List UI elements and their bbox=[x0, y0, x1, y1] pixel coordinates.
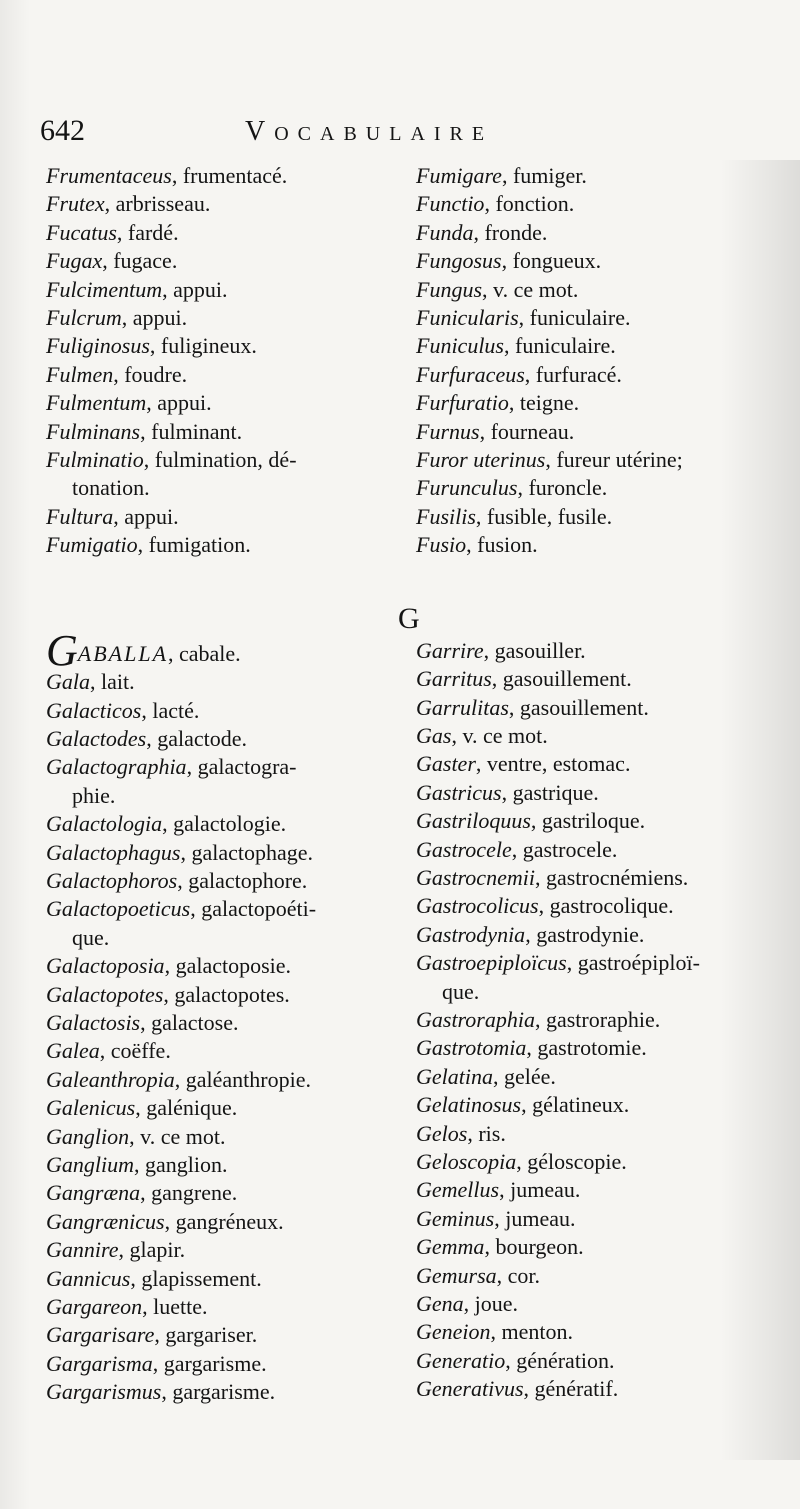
entry-french: , fonction. bbox=[484, 191, 575, 217]
entry-latin: Gastricus bbox=[416, 779, 502, 805]
entry bbox=[46, 1321, 386, 1349]
entry-latin: Fulminatio bbox=[46, 447, 144, 473]
entry-french: , fureur utérine; bbox=[545, 447, 683, 473]
entry-french: , gasouillement. bbox=[508, 694, 649, 720]
entry bbox=[416, 162, 760, 190]
entry-french: , gastriloque. bbox=[530, 808, 646, 834]
entry bbox=[416, 836, 760, 864]
entry-latin: Galeanthropia bbox=[46, 1066, 175, 1092]
entry-latin: Fumigare bbox=[416, 163, 502, 188]
entry-latin: Fusilis bbox=[416, 503, 476, 529]
entry bbox=[416, 1318, 760, 1346]
entry-latin: Furnus bbox=[416, 418, 480, 444]
entry-latin: Gas bbox=[416, 722, 452, 748]
entry-french: , géloscopie. bbox=[516, 1149, 627, 1174]
entry-french: , gastrocele. bbox=[511, 836, 618, 862]
entry-latin: Galactographia bbox=[46, 754, 187, 780]
entry-latin: Furunculus bbox=[416, 475, 518, 501]
entry-french: , génération. bbox=[505, 1347, 615, 1373]
entry bbox=[416, 1233, 760, 1261]
entry-latin: Galactopoeticus bbox=[46, 896, 191, 922]
entry-latin: Generativus bbox=[416, 1376, 524, 1402]
entry-latin: Gala bbox=[46, 669, 90, 695]
entry-latin: Garritus bbox=[416, 666, 492, 692]
entry-french: , gasouillement. bbox=[491, 666, 632, 692]
entry-french: , glapir. bbox=[118, 1237, 186, 1263]
entry-latin: Funiculus bbox=[416, 333, 504, 359]
entry-latin: Fungosus bbox=[416, 248, 502, 274]
entry-latin: Fungus bbox=[416, 276, 482, 302]
entry-french: , gastrocolique. bbox=[538, 893, 674, 919]
entry-french: , arbrisseau. bbox=[104, 191, 211, 217]
entry-french: , furoncle. bbox=[517, 475, 608, 501]
entry bbox=[416, 332, 760, 360]
entry-latin: Fuliginosus bbox=[46, 333, 150, 359]
entry-french: , gastrotomie. bbox=[526, 1035, 647, 1061]
entry-french: , fusible, fusile. bbox=[475, 503, 613, 529]
entry bbox=[46, 418, 386, 446]
entry bbox=[416, 389, 760, 417]
entry-french: , gastroépiploï- bbox=[566, 950, 700, 976]
entry bbox=[416, 1375, 760, 1403]
entry bbox=[416, 949, 760, 977]
running-title: Vocabulaire bbox=[245, 116, 494, 147]
entry bbox=[46, 304, 386, 332]
entry-latin: Fulminans bbox=[46, 418, 141, 444]
entry bbox=[416, 921, 760, 949]
entry-french: , galéanthropie. bbox=[174, 1066, 311, 1092]
entry bbox=[416, 750, 760, 778]
entry-latin: Gangrænicus bbox=[46, 1208, 165, 1234]
entry-latin: Fultura bbox=[46, 503, 114, 529]
entry-french: , appui. bbox=[146, 390, 212, 416]
entry-french: , fumigation. bbox=[137, 532, 251, 558]
entry bbox=[46, 332, 386, 360]
entry-latin: Gelatinosus bbox=[416, 1092, 522, 1118]
entry-french: , appui. bbox=[162, 276, 228, 302]
entry-latin: Galactoposia bbox=[46, 953, 165, 979]
entry bbox=[46, 782, 386, 810]
entry bbox=[46, 503, 386, 531]
entry bbox=[416, 665, 760, 693]
entry-latin: Fulmentum bbox=[46, 390, 147, 416]
entry-french: , glapissement. bbox=[130, 1265, 262, 1291]
entry-latin: Gastrodynia bbox=[416, 921, 526, 947]
entry bbox=[416, 1063, 760, 1091]
entry bbox=[46, 697, 386, 725]
entry bbox=[46, 668, 386, 696]
entry bbox=[46, 1066, 386, 1094]
entry bbox=[416, 1091, 760, 1119]
entry-french: , fourneau. bbox=[479, 418, 575, 444]
entry-french: , menton. bbox=[490, 1319, 574, 1345]
entry-latin: Ganglion bbox=[46, 1123, 130, 1149]
entry-latin: Garrire bbox=[416, 637, 484, 663]
entry-french: phie. bbox=[72, 782, 116, 808]
entry bbox=[416, 694, 760, 722]
entry bbox=[46, 276, 386, 304]
entry bbox=[416, 219, 760, 247]
entry-french: , jumeau. bbox=[494, 1205, 576, 1231]
entry-latin: Gena bbox=[416, 1291, 464, 1317]
page-number: 642 bbox=[40, 114, 85, 147]
entry-latin: Garrulitas bbox=[416, 694, 509, 720]
entry-latin: Gastroraphia bbox=[416, 1006, 535, 1032]
entry-french: , gangréneux. bbox=[164, 1208, 284, 1234]
entry bbox=[46, 446, 386, 474]
entry-french: , gastrocnémiens. bbox=[534, 864, 689, 890]
entry-latin: Frumentaceus bbox=[46, 163, 172, 188]
entry bbox=[46, 867, 386, 895]
entry-french: , v. ce mot. bbox=[129, 1123, 226, 1149]
entry bbox=[416, 1262, 760, 1290]
entry bbox=[416, 637, 760, 665]
entry-french: , appui. bbox=[113, 503, 179, 529]
entry-latin: Frutex bbox=[46, 191, 105, 217]
entry bbox=[416, 418, 760, 446]
entry bbox=[416, 1120, 760, 1148]
entry-latin: Galactopotes bbox=[46, 981, 164, 1007]
entry bbox=[416, 1148, 760, 1176]
entry bbox=[416, 190, 760, 218]
entry bbox=[416, 276, 760, 304]
entry-latin: Fulmen bbox=[46, 361, 114, 387]
entry bbox=[46, 361, 386, 389]
entry bbox=[46, 1378, 386, 1406]
entry-latin: Gastrocnemii bbox=[416, 864, 535, 890]
entry bbox=[46, 725, 386, 753]
entry bbox=[416, 892, 760, 920]
section-gap bbox=[46, 560, 386, 637]
entry-latin: ABALLA bbox=[77, 640, 169, 666]
entry bbox=[46, 1293, 386, 1321]
entry-french: , fumiger. bbox=[501, 163, 587, 188]
entry-french: , gargarisme. bbox=[152, 1350, 267, 1376]
entry-french: , gangrene. bbox=[140, 1180, 238, 1206]
entry-french: , galactologie. bbox=[162, 811, 287, 837]
entry-latin: Furor uterinus bbox=[416, 447, 546, 473]
entry-french: , v. ce mot. bbox=[451, 722, 548, 748]
entry-latin: Gastrocele bbox=[416, 836, 512, 862]
entry bbox=[46, 1009, 386, 1037]
entry bbox=[46, 839, 386, 867]
entry-french: , appui. bbox=[121, 305, 188, 331]
entry bbox=[46, 981, 386, 1009]
entry-latin: Galactologia bbox=[46, 811, 163, 837]
entry-latin: Funicularis bbox=[416, 305, 519, 331]
section-gap bbox=[416, 560, 760, 637]
entry-french: , gastrique. bbox=[501, 779, 599, 805]
entry bbox=[416, 807, 760, 835]
entry-latin: Galactophoros bbox=[46, 867, 178, 893]
entry bbox=[416, 446, 760, 474]
entry-french: , coëffe. bbox=[99, 1038, 171, 1064]
entry-first-g bbox=[46, 625, 386, 675]
entry-latin: Galactosis bbox=[46, 1009, 141, 1035]
entry-french: , galactophore. bbox=[177, 867, 308, 893]
entry-french: , ventre, estomac. bbox=[475, 751, 631, 777]
entry-latin: Fumigatio bbox=[46, 532, 138, 558]
entry-latin: Gargarisare bbox=[46, 1322, 155, 1348]
entry-latin: Galactophagus bbox=[46, 839, 181, 865]
entry-french: , fardé. bbox=[116, 219, 179, 245]
entry-french: , gelée. bbox=[493, 1063, 556, 1089]
entry bbox=[416, 531, 760, 559]
entry-french: , lacté. bbox=[141, 697, 200, 723]
entry bbox=[46, 219, 386, 247]
entry bbox=[416, 722, 760, 750]
entry bbox=[46, 531, 386, 559]
entry-french: , galactogra- bbox=[186, 754, 297, 780]
section-letter: G bbox=[398, 602, 420, 635]
right-bottom-entries bbox=[416, 637, 760, 1404]
entry-french: , gastrodynie. bbox=[525, 921, 645, 947]
entry-french: , fulminant. bbox=[140, 418, 243, 444]
entry-latin: Galea bbox=[46, 1038, 100, 1064]
entry-latin: Gannicus bbox=[46, 1265, 131, 1291]
entry-latin: Gemma bbox=[416, 1234, 485, 1260]
entry-latin: Fugax bbox=[46, 248, 103, 274]
entry-latin: Furfuratio bbox=[416, 390, 509, 416]
entry-latin: Ganglium bbox=[46, 1152, 134, 1177]
entry bbox=[416, 361, 760, 389]
entry-french: , galactopoéti- bbox=[190, 896, 317, 922]
entry-latin: Generatio bbox=[416, 1347, 506, 1373]
entry-french: , cabale. bbox=[168, 640, 241, 666]
entry bbox=[416, 1290, 760, 1318]
entry bbox=[416, 1347, 760, 1375]
entry bbox=[46, 247, 386, 275]
entry bbox=[416, 503, 760, 531]
entry bbox=[46, 810, 386, 838]
entry bbox=[46, 1037, 386, 1065]
entry-french: , teigne. bbox=[508, 390, 580, 416]
entry-latin: Functio bbox=[416, 191, 485, 217]
entry-latin: Gargareon bbox=[46, 1294, 143, 1320]
entry-french: , cor. bbox=[496, 1262, 541, 1288]
entry-french: , gélatineux. bbox=[521, 1092, 630, 1118]
left-top-entries bbox=[46, 162, 386, 560]
entry-french: , fongueux. bbox=[501, 248, 602, 274]
entry-latin: Gastrotomia bbox=[416, 1035, 527, 1061]
entry-latin: Fucatus bbox=[46, 219, 117, 245]
entry bbox=[46, 1094, 386, 1122]
entry-latin: Furfuraceus bbox=[416, 361, 525, 387]
entry bbox=[46, 952, 386, 980]
entry-french: , luette. bbox=[142, 1294, 208, 1320]
entry bbox=[416, 1205, 760, 1233]
entry bbox=[46, 1236, 386, 1264]
entry-latin: Geminus bbox=[416, 1205, 495, 1231]
entry-french: , gargariser. bbox=[154, 1322, 258, 1348]
entry-latin: Fusio bbox=[416, 532, 467, 558]
entry-french: , galactode. bbox=[146, 725, 247, 751]
entry-latin: Gastriloquus bbox=[416, 808, 531, 834]
page-header bbox=[40, 110, 760, 156]
entry bbox=[46, 1179, 386, 1207]
entry-latin: Gaster bbox=[416, 751, 476, 777]
entry bbox=[46, 895, 386, 923]
entry-french: , fusion. bbox=[466, 532, 538, 558]
entry-latin: Fulcrum bbox=[46, 305, 122, 331]
entry-latin: Gannire bbox=[46, 1237, 119, 1263]
entry-latin: Gemursa bbox=[416, 1262, 497, 1288]
entry bbox=[46, 1151, 386, 1179]
entry bbox=[416, 1176, 760, 1204]
left-column bbox=[46, 162, 386, 1407]
entry bbox=[416, 1034, 760, 1062]
page-gutter-shadow bbox=[0, 0, 30, 1509]
entry-french: , galénique. bbox=[135, 1095, 238, 1121]
entry-french: , funiculaire. bbox=[504, 333, 616, 359]
entry-latin: Gelatina bbox=[416, 1063, 493, 1089]
entry bbox=[416, 474, 760, 502]
entry-latin: Galactodes bbox=[46, 725, 147, 751]
left-bottom-entries bbox=[46, 668, 386, 1407]
entry-french: , galactose. bbox=[140, 1009, 239, 1035]
entry-french: , ganglion. bbox=[134, 1152, 228, 1177]
entry bbox=[46, 389, 386, 417]
entry-latin: Fulcimentum bbox=[46, 276, 163, 302]
entry-french: , fulmination, dé- bbox=[143, 447, 297, 473]
entry-french: , galactophage. bbox=[180, 839, 314, 865]
entry bbox=[46, 753, 386, 781]
entry-french: , fronde. bbox=[473, 219, 548, 245]
entry-latin: Gastroepiploïcus bbox=[416, 950, 567, 976]
entry-french: , galactoposie. bbox=[164, 953, 292, 979]
entry-french: , joue. bbox=[463, 1291, 519, 1317]
entry bbox=[416, 864, 760, 892]
entry-french: , gargarisme. bbox=[161, 1379, 276, 1405]
entry bbox=[46, 1265, 386, 1293]
entry-latin: Galacticos bbox=[46, 697, 142, 723]
entry bbox=[416, 304, 760, 332]
entry-french: , v. ce mot. bbox=[482, 276, 579, 302]
entry-french: , frumentacé. bbox=[171, 163, 288, 188]
entry-latin: Gemellus bbox=[416, 1177, 500, 1203]
entry-latin: Geloscopia bbox=[416, 1149, 517, 1174]
entry bbox=[46, 190, 386, 218]
entry bbox=[46, 474, 386, 502]
entry-latin: Funda bbox=[416, 219, 474, 245]
entry-latin: Gargarisma bbox=[46, 1350, 153, 1376]
entry bbox=[46, 1208, 386, 1236]
entry-french: , génératif. bbox=[523, 1376, 619, 1402]
entry-french: , fuligineux. bbox=[149, 333, 257, 359]
entry-latin: Gangræna bbox=[46, 1180, 141, 1206]
drop-capital: G bbox=[46, 625, 78, 675]
entry-french: , jumeau. bbox=[499, 1177, 581, 1203]
right-top-entries bbox=[416, 162, 760, 560]
entry bbox=[46, 924, 386, 952]
entry-french: tonation. bbox=[72, 475, 150, 501]
entry-french: , ris. bbox=[467, 1120, 506, 1146]
entry bbox=[416, 978, 760, 1006]
entry-french: , foudre. bbox=[113, 361, 188, 387]
entry-french: , funiculaire. bbox=[518, 305, 631, 331]
entry-french: que. bbox=[442, 978, 480, 1004]
entry bbox=[416, 779, 760, 807]
entry-french: , gasouiller. bbox=[483, 637, 586, 663]
entry bbox=[46, 162, 386, 190]
entry bbox=[416, 247, 760, 275]
entry-latin: Gargarismus bbox=[46, 1379, 162, 1405]
entry bbox=[46, 1123, 386, 1151]
right-column bbox=[416, 162, 760, 1404]
entry-french: , lait. bbox=[90, 669, 135, 695]
entry-french: que. bbox=[72, 924, 110, 950]
entry-french: , furfuracé. bbox=[524, 361, 622, 387]
entry bbox=[416, 1006, 760, 1034]
entry bbox=[46, 1350, 386, 1378]
entry-french: , gastroraphie. bbox=[534, 1006, 661, 1032]
entry-french: , galactopotes. bbox=[163, 981, 290, 1007]
entry-latin: Gelos bbox=[416, 1120, 468, 1146]
entry-latin: Gastrocolicus bbox=[416, 893, 539, 919]
entry-french: , fugace. bbox=[102, 248, 178, 274]
entry-latin: Geneion bbox=[416, 1319, 491, 1345]
entry-french: , bourgeon. bbox=[484, 1234, 584, 1260]
entry-latin: Galenicus bbox=[46, 1095, 136, 1121]
